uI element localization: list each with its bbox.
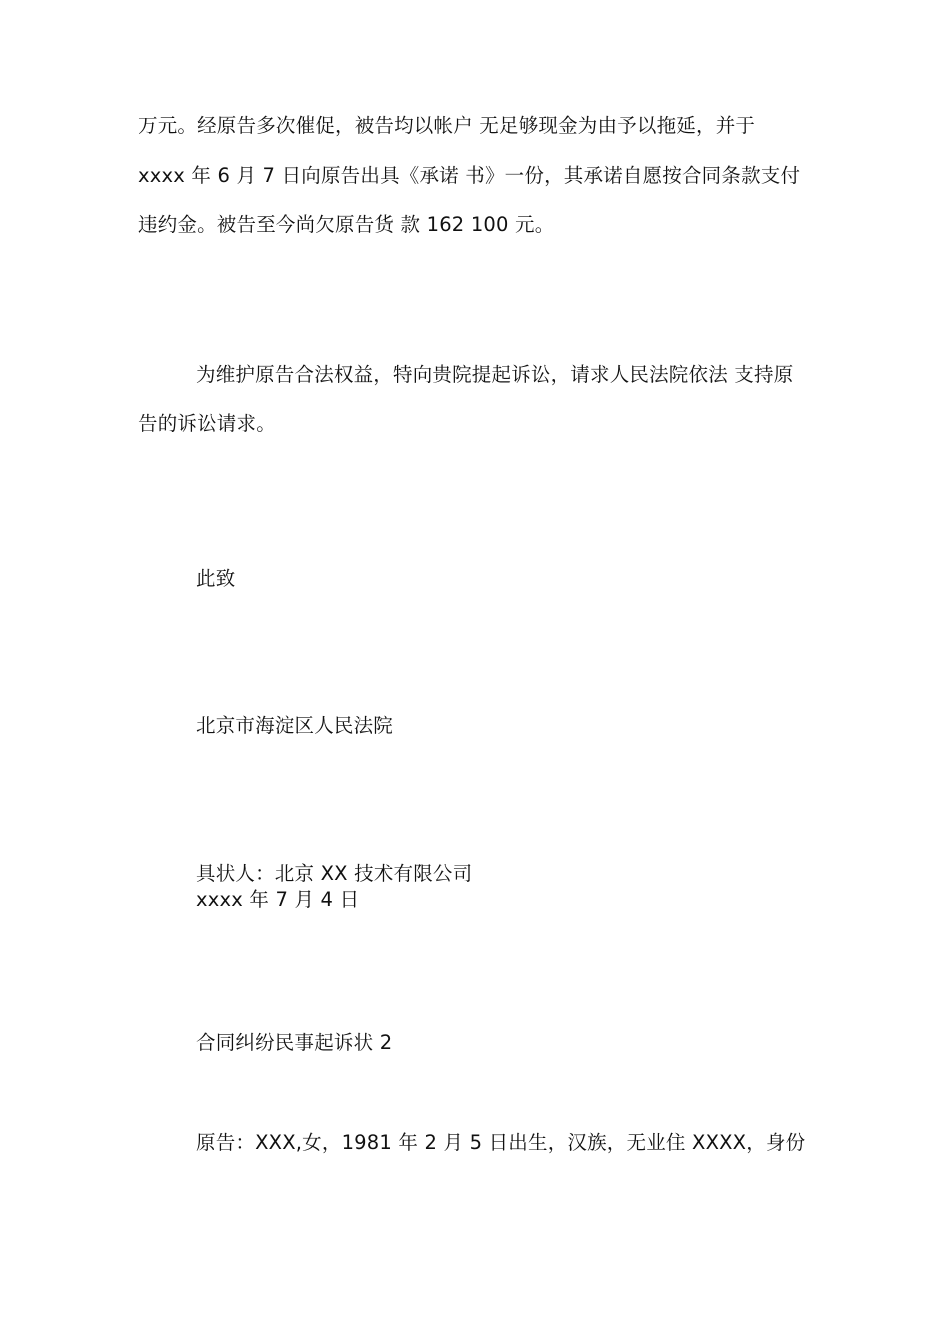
plaintiff-info-line: 原告：XXX,女，1981 年 2 月 5 日出生，汉族，无业住 XXXX，身份 (196, 1131, 806, 1154)
signature-party: 具状人：北京 XX 技术有限公司 (196, 862, 473, 885)
body-text-line: 违约金。被告至今尚欠原告货 款 162 100 元。 (138, 213, 555, 236)
salutation: 此致 (196, 567, 236, 590)
signature-date: xxxx 年 7 月 4 日 (196, 888, 360, 911)
court-name: 北京市海淀区人民法院 (196, 714, 394, 737)
section-title: 合同纠纷民事起诉状 2 (196, 1031, 393, 1054)
body-text-line: 告的诉讼请求。 (138, 412, 276, 435)
body-text-line: xxxx 年 6 月 7 日向原告出具《承诺 书》一份，其承诺自愿按合同条款支付 (138, 164, 801, 187)
body-text-line: 万元。经原告多次催促，被告均以帐户 无足够现金为由予以拖延，并于 (138, 114, 756, 137)
body-text-line: 为维护原告合法权益，特向贵院提起诉讼，请求人民法院依法 支持原 (196, 363, 794, 386)
